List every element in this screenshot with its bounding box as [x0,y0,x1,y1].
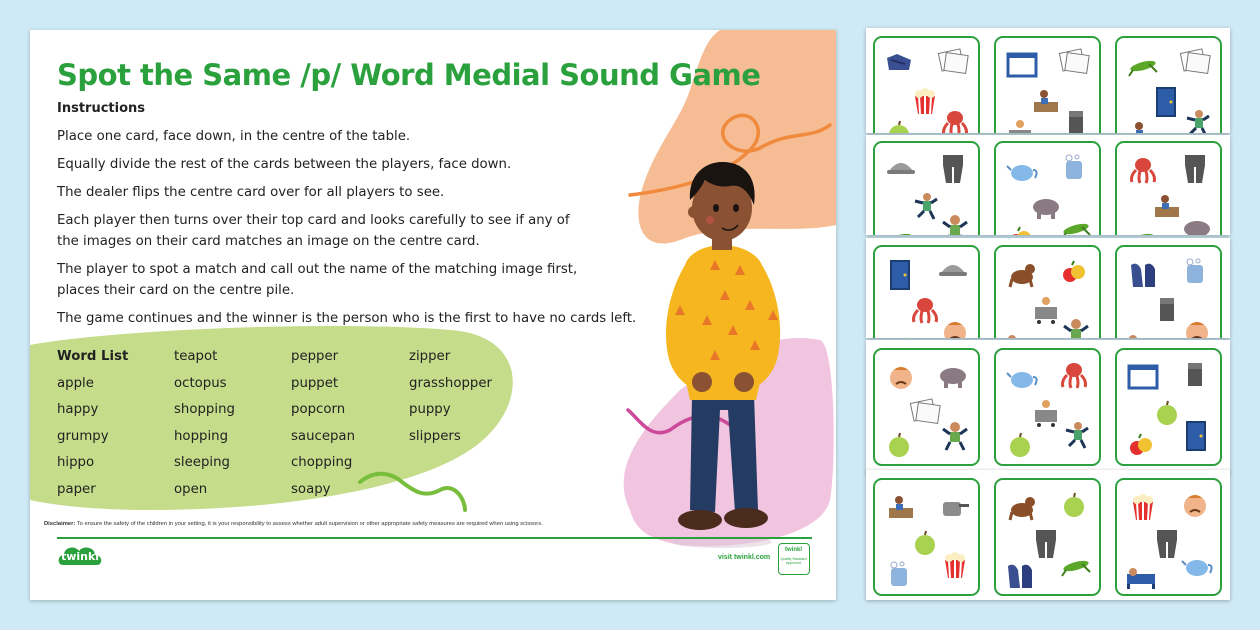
game-card[interactable] [1115,478,1222,596]
instruction-item: The player to spot a match and call out the name of the matching image first, places their card on the centre pile. [57,262,578,298]
page-title: Spot the Same /p/ Word Medial Sound Game [57,58,761,92]
shopping-icon [1035,297,1057,324]
card-pictures [875,143,980,235]
open-gate-icon [1008,54,1036,76]
word-item: saucepan [291,428,356,444]
game-card[interactable] [1115,141,1222,235]
word-item: zipper [409,349,451,364]
cap-icon [939,265,967,276]
card-pictures [1117,143,1222,235]
chopping-icon [889,496,913,518]
paper-icon [1180,49,1210,74]
hippo-icon [940,368,966,388]
word-item: soapy [291,481,331,497]
chopping-icon [1129,122,1153,133]
instruction-item: Each player then turns over their top card and looks carefully to see if any of the images on their card matches an image on the centre card. [57,213,570,249]
word-item: puppy [409,402,451,417]
word-item: chopping [291,455,353,470]
open-door-icon [1187,422,1205,450]
octopus-icon [1132,158,1155,183]
chopping-icon [1034,90,1058,112]
word-list [57,347,519,500]
game-card[interactable] [994,245,1101,338]
badge-title: twinkl [784,547,802,553]
apple-icon [889,433,909,457]
octopus-icon [1063,363,1086,388]
octopus-icon [914,298,937,323]
game-card[interactable] [994,141,1101,235]
word-item: happy [57,402,99,417]
grasshopper-icon [885,336,913,338]
word-item: sleeping [174,455,230,470]
happy-icon [1064,319,1088,338]
open-door-icon [1157,88,1175,116]
teapot-icon [1007,165,1037,181]
paper-icon [938,49,968,74]
slippers-icon [1131,264,1155,287]
sleeping-icon [1127,335,1155,338]
happy-icon [943,422,967,450]
logo-text: twinkl [60,550,100,563]
card-pictures [996,143,1101,235]
instructions-heading: Instructions [57,101,146,116]
paper-icon [910,399,940,424]
hippo-icon [1184,221,1210,235]
grumpy-icon [1184,495,1206,517]
soapy-icon [1187,259,1203,283]
grumpy-icon [944,322,966,338]
saucepan-icon [943,502,969,516]
game-card[interactable] [873,348,980,466]
instruction-item: Equally divide the rest of the cards between the players, face down. [57,157,512,172]
card-pictures [996,350,1101,466]
happy-icon [943,215,967,235]
game-card[interactable] [1115,348,1222,466]
octopus-icon [944,111,967,133]
game-card[interactable] [873,478,980,596]
word-item-empty [409,453,519,474]
card-pictures [1117,480,1222,596]
card-pictures [875,480,980,596]
word-item: octopus [174,375,227,391]
twinkl-logo[interactable] [57,543,103,571]
puppy-icon [1010,497,1035,520]
badge-subtitle: Quality Standard Approved [780,557,807,565]
hopping-icon [1187,110,1209,133]
pepper-icon [1063,261,1085,282]
shoes-icon [887,54,911,70]
word-item: paper [57,481,96,497]
apple-icon [1157,401,1177,425]
shopping-icon [1035,400,1057,427]
trousers-icon [943,155,963,183]
pepper-icon [1009,227,1031,235]
quality-badge [778,543,810,575]
grumpy-icon [890,367,912,389]
word-item: pepper [291,349,339,364]
word-list-heading: Word List [57,349,129,364]
card-pictures [1117,247,1222,338]
word-item: puppet [291,375,339,391]
card-sheet [866,238,1230,338]
word-item-empty [409,480,519,501]
shopping-icon [1009,120,1031,133]
game-card[interactable] [873,245,980,338]
game-card[interactable] [994,348,1101,466]
game-card[interactable] [1115,36,1222,133]
word-item: hippo [57,455,95,470]
soapy-icon [891,562,907,586]
trousers-icon [1157,530,1177,558]
game-card[interactable] [994,36,1101,133]
chopping-icon [1155,195,1179,217]
game-card[interactable] [873,141,980,235]
soapy-icon [1066,155,1082,179]
word-item: teapot [174,349,218,364]
word-item: grumpy [57,428,109,444]
teapot-icon [1182,560,1212,576]
instruction-item: Place one card, face down, in the centre of the table. [57,129,411,144]
apple-icon [1010,433,1030,457]
puppet-icon [1160,298,1174,321]
card-pictures [996,38,1101,133]
open-gate-icon [1129,366,1157,388]
card-pictures [1117,38,1222,133]
card-pictures [875,350,980,466]
puppy-icon [1010,264,1035,287]
instruction-item: The game continues and the winner is the person who is the first to have no cards left. [57,311,637,326]
disclaimer [44,521,543,527]
popcorn-icon [915,88,935,114]
pepper-icon [1130,434,1152,455]
teapot-icon [1007,372,1037,388]
game-card[interactable] [1115,245,1222,338]
word-item: shopping [174,402,235,417]
card-sheet [866,135,1230,235]
grumpy-icon [1186,322,1208,338]
instruction-item: The dealer flips the centre card over for all players to see. [57,185,445,200]
card-pictures [996,247,1101,338]
apple-icon [889,121,909,133]
open-door-icon [891,261,909,289]
grasshopper-icon [885,232,913,235]
puppet-icon [1069,111,1083,133]
sleeping-icon [1127,568,1155,589]
word-item: open [174,481,208,497]
word-item: popcorn [291,402,346,417]
card-sheet [866,470,1230,600]
visit-link[interactable]: visit twinkl.com [718,554,771,561]
sleeping-icon [1006,335,1034,338]
card-sheet [866,340,1230,473]
card-pictures [875,38,980,133]
trousers-icon [1185,155,1205,183]
card-sheet [866,28,1230,133]
cap-icon [887,163,915,174]
card-pictures [1117,350,1222,466]
game-card[interactable] [873,36,980,133]
apple-icon [1064,493,1084,517]
hippo-icon [1033,199,1059,219]
word-item: apple [57,375,94,391]
worksheet-page [30,30,836,600]
apple-icon [915,531,935,555]
grasshopper-icon [1062,559,1090,576]
disclaimer-label: Disclaimer: [44,521,76,527]
popcorn-icon [1133,494,1153,520]
boy-illustration [650,150,790,550]
disclaimer-text: To ensure the safety of the children in your setting, it is your responsibility to assess whether adult supervision or other appropriate safety measures are required when using scissors. [76,521,543,527]
trousers-icon [1036,530,1056,558]
paper-icon [1059,49,1089,74]
word-item: slippers [409,428,461,444]
hopping-icon [915,193,937,219]
card-pictures [996,480,1101,596]
footer-divider [57,537,812,539]
puppet-icon [1188,363,1202,386]
game-card[interactable] [994,478,1101,596]
instructions-list [57,126,667,336]
grasshopper-icon [1062,222,1090,235]
popcorn-icon [945,552,965,578]
word-item: hopping [174,428,229,444]
word-item: grasshopper [409,375,493,391]
grasshopper-icon [1129,59,1157,76]
hopping-icon [1066,422,1088,448]
slippers-icon [1008,565,1032,588]
card-pictures [875,247,980,338]
grasshopper-icon [1127,232,1155,235]
